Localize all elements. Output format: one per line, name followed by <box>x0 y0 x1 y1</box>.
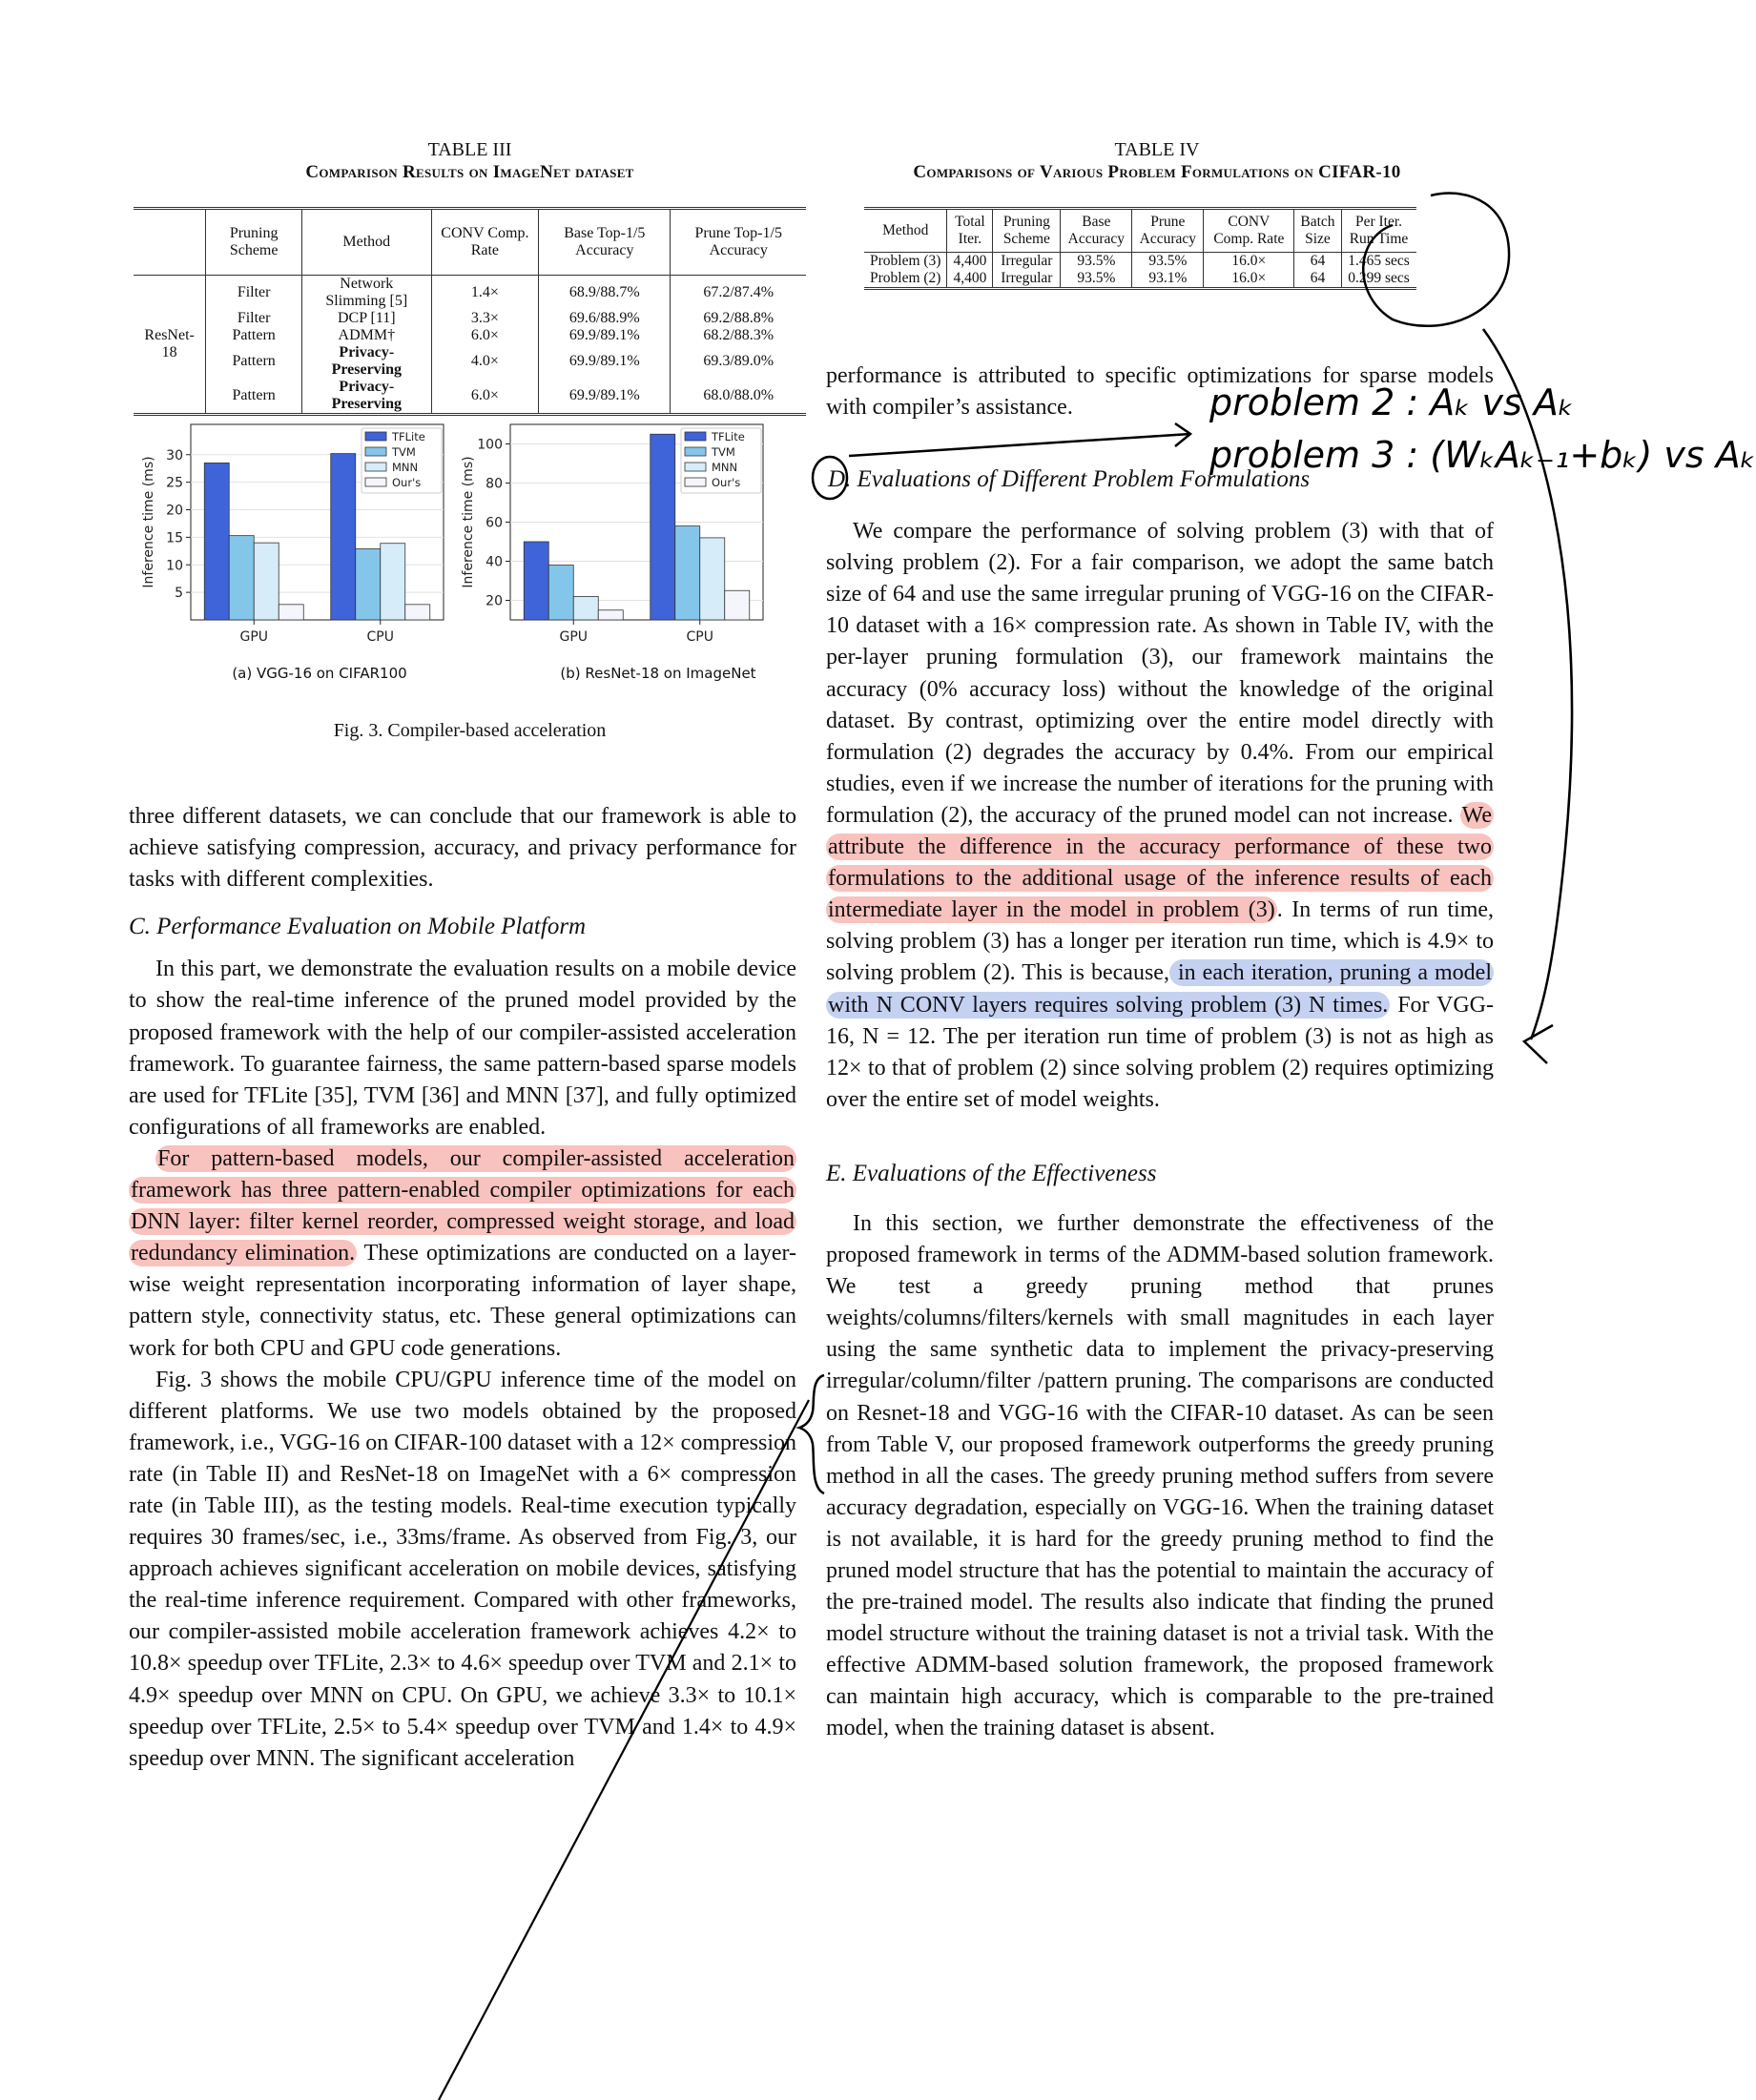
table3 <box>134 207 806 416</box>
table-cell: 0.299 secs <box>1348 270 1410 286</box>
bar-ours <box>598 610 623 620</box>
table3-title: Comparison Results on ImageNet dataset <box>305 162 634 182</box>
table-cell: 69.9/89.1% <box>539 379 671 415</box>
section-e-heading: E. Evaluations of the Effectiveness <box>826 1160 1157 1186</box>
y-tick-label: 100 <box>477 437 503 453</box>
table-cell: Privacy-Preserving <box>302 344 432 379</box>
highlight-red: We attribute the difference in the accuracy performance of these two formulations to the additional usage of the inference results of each intermediate layer in the model in problem (3) <box>828 802 1492 923</box>
x-tick-label: CPU <box>366 629 394 645</box>
table-cell: DCP [11] <box>302 310 432 327</box>
bar-tflite <box>651 434 675 620</box>
table4-header: Method <box>864 209 947 253</box>
table-cell: 4,400 <box>947 270 993 289</box>
table-cell: 3.3× <box>431 310 539 327</box>
bar-tvm <box>548 566 573 620</box>
section-d-heading: D. Evaluations of Different Problem Formulations <box>828 466 1311 492</box>
table-cell: 69.9/89.1% <box>539 327 671 344</box>
table-cell: 16.0× <box>1204 253 1294 271</box>
legend-label: TVM <box>392 445 416 459</box>
x-tick-label: CPU <box>686 629 713 645</box>
bar-tflite <box>204 463 229 620</box>
table-cell: 68.0/88.0% <box>703 387 775 403</box>
table-cell: 4.0× <box>431 344 539 379</box>
table4-header: Base Accuracy <box>1061 209 1132 253</box>
legend-swatch <box>365 478 386 486</box>
highlight-blue: in each iteration, pruning a model with N CONV layers requires solving problem (3) N times. <box>828 960 1492 1018</box>
y-tick-label: 40 <box>485 554 503 570</box>
legend-swatch <box>365 432 386 441</box>
table-cell: 93.5% <box>1061 253 1132 271</box>
table-cell: 1.4× <box>431 276 539 311</box>
legend-swatch <box>685 478 706 486</box>
table-cell: 6.0× <box>431 379 539 415</box>
bar-tvm <box>229 536 254 620</box>
legend-label: TFLite <box>392 430 425 443</box>
table3-header <box>134 209 206 276</box>
y-tick-label: 5 <box>175 586 183 602</box>
bar-mnn <box>700 538 725 620</box>
table-cell: 69.6/88.9% <box>539 310 671 327</box>
paragraph-text: . In terms of run time, solving problem (3) has a longer per iteration run time, which is 4.9× to solving problem (2). This is because, <box>826 897 1495 986</box>
table-cell: 69.2/88.8% <box>703 310 775 326</box>
paragraph-text: These optimizations are conducted on a layer-wise weight representation incorporating information of layer shape, pattern style, connectivity status, etc. These general optimizations can work for both CPU and GPU code generations. <box>129 1241 796 1361</box>
x-tick-label: GPU <box>559 629 589 645</box>
bar-tflite <box>524 542 548 620</box>
table-cell: 64 <box>1294 270 1341 289</box>
table3-header: Base Top-1/5 Accuracy <box>539 209 671 276</box>
right-column <box>826 463 1494 1745</box>
y-tick-label: 10 <box>166 558 183 574</box>
legend-swatch <box>365 463 386 471</box>
legend-label: MNN <box>712 461 738 474</box>
bar-tvm <box>675 526 700 620</box>
bar-mnn <box>573 596 598 620</box>
table-cell: Filter <box>206 310 302 327</box>
table-cell: 93.1% <box>1132 270 1204 289</box>
chart-b-caption: (b) ResNet-18 on ImageNet <box>560 665 756 682</box>
table-cell: Irregular <box>993 253 1061 271</box>
table4-header: Pruning Scheme <box>993 209 1061 253</box>
table4-header: Batch Size <box>1294 209 1341 253</box>
legend-label: MNN <box>392 461 419 474</box>
legend-swatch <box>685 463 706 471</box>
paragraph <box>826 516 1494 1116</box>
table3-model-cell: ResNet-18 <box>134 276 206 415</box>
ink-brace <box>799 1375 824 1493</box>
table-cell: Privacy-Preserving <box>302 379 432 415</box>
table-cell: 67.2/87.4% <box>703 284 775 300</box>
table3-header: Method <box>302 209 432 276</box>
table-cell: 68.9/88.7% <box>539 276 671 311</box>
table4-caption: TABLE IV <box>1114 139 1200 160</box>
bar-mnn <box>381 544 405 620</box>
ink-arrowhead <box>1175 423 1190 446</box>
table-cell: 64 <box>1294 253 1341 271</box>
ink-arrow-line <box>849 434 1190 456</box>
table3-header: CONV Comp. Rate <box>431 209 539 276</box>
legend-label: Our's <box>712 476 741 489</box>
table-cell: Pattern <box>206 379 302 415</box>
table4 <box>864 207 1416 290</box>
table-cell: Problem (3) <box>864 253 947 271</box>
bar-ours <box>279 605 303 620</box>
bar-ours <box>725 590 750 620</box>
table-cell: 16.0× <box>1204 270 1294 289</box>
table-cell: 6.0× <box>431 327 539 344</box>
y-tick-label: 20 <box>485 593 503 609</box>
paragraph: In this part, we demonstrate the evaluation results on a mobile device to show the real-time inference of the pruned model provided by the proposed framework with the help of our compiler-assisted acceleration framework. To guarantee fairness, the same pattern-based sparse models are used for TFLite [35], TVM [36] and MNN [37], and fully optimized configurations of all frameworks are enabled. <box>129 957 796 1140</box>
y-tick-label: 15 <box>166 530 183 546</box>
paragraph-text: For VGG-16, N = 12. The per iteration run time of problem (3) is not as high as 12× to that of problem (2) since solving problem (2) requires optimizing over the entire set of model weights. <box>826 992 1495 1112</box>
chart-resnet18-imagenet <box>453 410 777 687</box>
table-cell: 93.5% <box>1132 253 1204 271</box>
chart-a-caption: (a) VGG-16 on CIFAR100 <box>232 665 407 682</box>
legend-swatch <box>365 447 386 456</box>
bar-ours <box>405 605 430 620</box>
y-tick-label: 80 <box>485 476 503 492</box>
left-column <box>129 801 796 1775</box>
table-cell: 4,400 <box>947 253 993 271</box>
y-tick-label: 60 <box>485 515 503 531</box>
table-cell: 69.9/89.1% <box>539 344 671 379</box>
table-cell: 68.2/88.3% <box>703 327 775 343</box>
paragraph: In this section, we further demonstrate the effectiveness of the proposed framework in terms of the ADMM-based solution framework. We test a greedy pruning method that prunes weights/columns/filters/kernels with small magnitudes in each layer using the same synthetic data to implement the privacy-preserving irregular/column/filter /pattern pruning. The comparisons are conducted on Resnet-18 and VGG-16 with the CIFAR-10 dataset. As can be seen from Table V, our proposed framework outperforms the greedy pruning method in all the cases. The greedy pruning method suffers from severe accuracy degradation, especially on VGG-16. When the training dataset is not available, it is hard for the greedy pruning method to find the pruned model structure that has the potential to maintain the accuracy of the pre-trained model. The results also indicate that finding the pruned model structure without the training dataset is not a trivial task. With the effective ADMM-based solution framework, the proposed framework can maintain high accuracy, which is comparable to the pre-trained model, when the training dataset is absent. <box>826 1210 1494 1741</box>
y-axis-label: Inference time (ms) <box>141 456 156 588</box>
handwritten-note-problem3: problem 3 : (WₖAₖ₋₁+bₖ) vs Aₖ <box>1209 434 1756 476</box>
x-tick-label: GPU <box>239 629 269 645</box>
table3-header: Prune Top-1/5 Accuracy <box>694 225 782 258</box>
fig3-caption: Fig. 3. Compiler-based acceleration <box>333 720 607 741</box>
table-cell: Pattern <box>206 327 302 344</box>
table4-title: Comparisons of Various Problem Formulations on CIFAR-10 <box>913 162 1401 182</box>
legend-label: TFLite <box>712 430 745 443</box>
handwritten-note-problem2: problem 2 : Aₖ vs Aₖ <box>1209 381 1575 423</box>
table4-header: Prune Accuracy <box>1132 209 1204 253</box>
table4-header: Per Iter. Run Time <box>1349 214 1409 247</box>
paragraph-text: We compare the performance of solving problem (3) with that of solving problem (2). For a fair comparison, we adopt the same batch size of 64 and use the same irregular pruning of VGG-16 on the CIFAR-10 dataset with a 16× compression rate. As shown in Table IV, with the per-layer pruning formulation (3), our framework maintains the accuracy (0% accuracy loss) without the knowledge of the original dataset. By contrast, optimizing over the entire model directly with formulation (2) degrades the accuracy by 0.4%. From our empirical studies, even if we increase the number of iterations for the pruning with formulation (2), the accuracy of the pruned model can not increase. <box>826 519 1494 828</box>
table-cell: Pattern <box>206 344 302 379</box>
table-cell: 1.465 secs <box>1348 253 1410 269</box>
table-cell: 93.5% <box>1061 270 1132 289</box>
legend-swatch <box>685 447 706 456</box>
paragraph: Fig. 3 shows the mobile CPU/GPU inference time of the model on different platforms. We use two models obtained by the proposed framework, i.e., VGG-16 on CIFAR-100 dataset with a 12× compression rate (in Table II) and ResNet-18 on ImageNet with a 6× compression rate (in Table III), as the testing models. Real-time execution typically requires 30 frames/sec, i.e., 33ms/frame. As observed from Fig. 3, our approach achieves significant acceleration on mobile devices, satisfying the real-time inference requirement. Compared with other frameworks, our compiler-assisted mobile acceleration framework achieves 4.2× to 10.8× speedup over TFLite, 2.3× to 4.6× speedup over TVM and 2.1× to 4.9× speedup over MNN on CPU. On GPU, we achieve 3.3× to 10.1× speedup over TFLite, 2.5× to 5.4× speedup over TVM and 1.4× to 4.9× speedup over MNN. The significant acceleration <box>129 1367 796 1771</box>
table-cell: ADMM† <box>302 327 432 344</box>
highlight-red: For pattern-based models, our compiler-assisted acceleration framework has three pattern-enabled compiler optimizations for each DNN layer: filter kernel reorder, compressed weight storage, and load redundancy elimination. <box>131 1145 795 1266</box>
legend-swatch <box>685 432 706 441</box>
y-axis-label: Inference time (ms) <box>461 456 476 588</box>
legend-label: TVM <box>712 445 735 459</box>
chart-vgg16-cifar100 <box>134 410 458 687</box>
table-cell: Problem (2) <box>864 270 947 289</box>
section-c-heading: C. Performance Evaluation on Mobile Platform <box>129 914 587 940</box>
table-cell: Irregular <box>993 270 1061 289</box>
table3-header: Pruning Scheme <box>206 209 302 276</box>
y-tick-label: 30 <box>166 447 183 463</box>
bar-tflite <box>331 454 356 620</box>
ink-curve-arrowhead <box>1524 1025 1553 1063</box>
table4-header: CONV Comp. Rate <box>1204 209 1294 253</box>
table3-caption: TABLE III <box>427 139 512 160</box>
table-cell: Filter <box>206 276 302 311</box>
bar-tvm <box>356 549 381 620</box>
y-tick-label: 25 <box>166 475 183 491</box>
table-cell: 69.3/89.0% <box>703 353 775 369</box>
table4-header: Total Iter. <box>947 209 993 253</box>
bar-mnn <box>254 543 279 620</box>
paragraph <box>129 1143 796 1365</box>
table-cell: Network Slimming [5] <box>302 276 432 311</box>
paragraph: three different datasets, we can conclude that our framework is able to achieve satisfying compression, accuracy, and privacy performance for tasks with different complexities. <box>129 804 796 893</box>
y-tick-label: 20 <box>166 503 183 519</box>
paragraph: performance is attributed to specific optimizations for sparse models with compiler’s assistance. <box>826 363 1494 421</box>
legend-label: Our's <box>392 476 422 489</box>
